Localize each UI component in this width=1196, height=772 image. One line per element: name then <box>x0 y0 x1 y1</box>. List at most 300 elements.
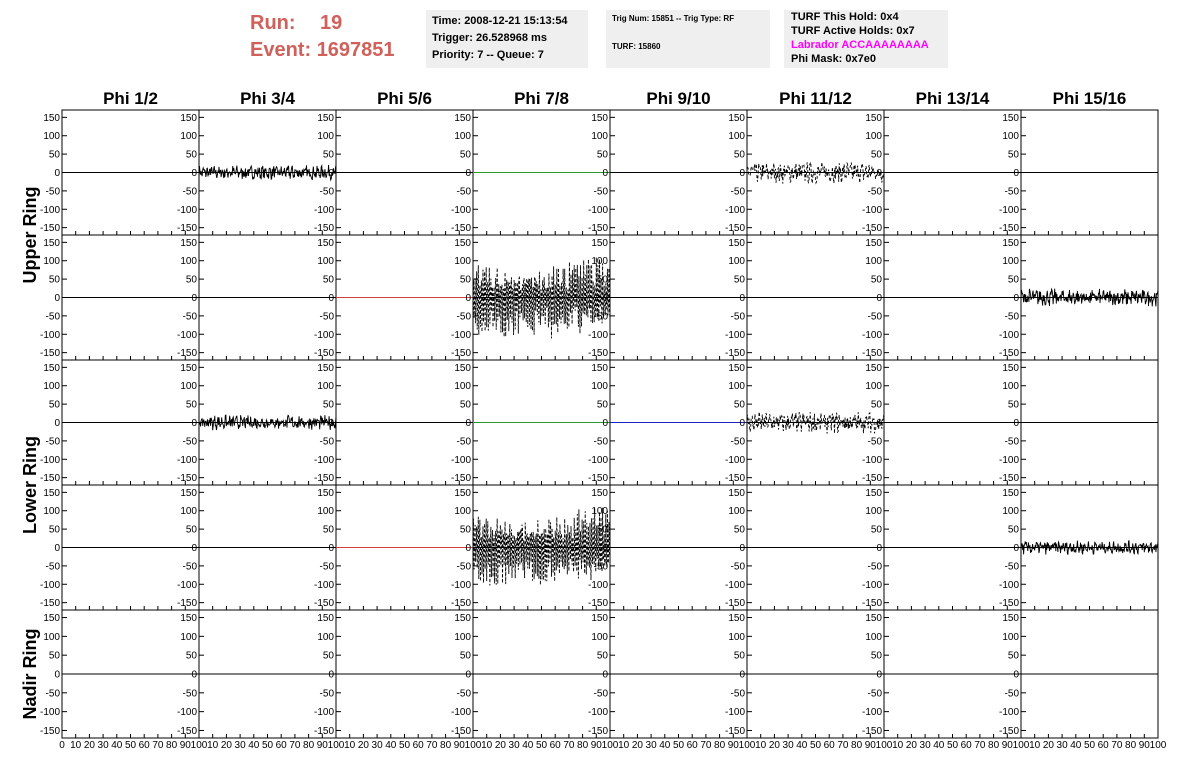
y-tick-label: 100 <box>454 506 471 518</box>
y-tick-label: 50 <box>1007 149 1019 161</box>
x-tick-label: 30 <box>919 740 931 751</box>
y-tick-label: -50 <box>867 186 882 198</box>
y-tick-label: 150 <box>728 237 745 249</box>
y-tick-label: 0 <box>602 418 608 429</box>
y-tick-label: 100 <box>454 256 471 268</box>
y-tick-label: 0 <box>1013 543 1019 554</box>
y-tick-label: -100 <box>724 204 745 216</box>
y-tick-label: 150 <box>180 613 197 625</box>
ring-title: Lower Ring <box>20 436 40 534</box>
y-tick-label: -100 <box>39 579 60 591</box>
y-tick-label: -100 <box>450 454 471 466</box>
y-tick-label: 100 <box>865 131 882 143</box>
y-tick-label: 150 <box>43 112 60 124</box>
y-tick-label: -50 <box>867 561 882 573</box>
y-tick-label: 100 <box>1002 631 1019 643</box>
x-tick-label: 30 <box>234 740 246 751</box>
y-tick-label: 100 <box>1002 381 1019 393</box>
x-tick-label: 60 <box>275 740 287 751</box>
y-tick-label: 150 <box>180 237 197 249</box>
turf-text: TURF: 15860 <box>612 42 661 51</box>
y-tick-label: -100 <box>176 454 197 466</box>
y-tick-label: -150 <box>176 598 197 610</box>
y-tick-label: -150 <box>450 725 471 737</box>
y-tick-label: -100 <box>39 329 60 341</box>
y-tick-label: -50 <box>319 436 334 448</box>
x-tick-label: 10 <box>1029 740 1041 751</box>
y-tick-label: 150 <box>1002 613 1019 625</box>
y-tick-label: 50 <box>322 524 334 536</box>
y-tick-label: -150 <box>998 223 1019 235</box>
x-tick-label: 30 <box>508 740 520 751</box>
y-tick-label: 50 <box>459 149 471 161</box>
y-tick-label: -100 <box>450 579 471 591</box>
y-tick-label: 100 <box>317 381 334 393</box>
y-tick-label: 0 <box>602 168 608 179</box>
x-tick-label: 50 <box>124 740 137 751</box>
y-tick-label: -150 <box>39 223 60 235</box>
y-tick-label: -100 <box>450 707 471 719</box>
y-tick-label: -50 <box>593 688 608 700</box>
x-tick-label: 100 <box>875 740 893 751</box>
y-tick-label: -150 <box>861 223 882 235</box>
y-tick-label: 0 <box>191 543 197 554</box>
y-tick-label: -150 <box>313 598 334 610</box>
ring-title: Upper Ring <box>20 186 40 284</box>
x-tick-label: 30 <box>371 740 383 751</box>
y-tick-label: -100 <box>861 579 882 591</box>
y-tick-label: 150 <box>317 613 334 625</box>
column-title: Phi 5/6 <box>377 89 432 108</box>
y-tick-label: 50 <box>596 399 608 411</box>
x-tick-label: 50 <box>398 740 411 751</box>
y-tick-label: -150 <box>39 725 60 737</box>
ring-title: Nadir Ring <box>20 628 40 720</box>
y-tick-label: -50 <box>593 436 608 448</box>
y-tick-label: -150 <box>861 725 882 737</box>
x-tick-label: 60 <box>960 740 972 751</box>
y-tick-label: -150 <box>998 348 1019 360</box>
y-tick-label: -50 <box>593 186 608 198</box>
x-tick-label: 90 <box>179 740 191 751</box>
y-tick-label: -100 <box>176 329 197 341</box>
y-tick-label: -150 <box>861 598 882 610</box>
y-tick-label: 0 <box>739 168 745 179</box>
waveform-trace <box>199 415 336 430</box>
y-tick-label: -100 <box>861 707 882 719</box>
y-tick-label: 50 <box>459 524 471 536</box>
y-tick-label: 150 <box>728 112 745 124</box>
x-tick-label: 90 <box>316 740 328 751</box>
y-tick-label: 150 <box>43 237 60 249</box>
y-tick-label: 50 <box>596 274 608 286</box>
y-tick-label: 150 <box>865 613 882 625</box>
y-tick-label: -100 <box>587 707 608 719</box>
y-tick-label: -50 <box>319 311 334 323</box>
y-tick-label: 50 <box>322 399 334 411</box>
y-tick-label: -50 <box>867 688 882 700</box>
x-tick-label: 50 <box>261 740 274 751</box>
x-tick-label: 30 <box>782 740 794 751</box>
y-tick-label: 100 <box>1002 131 1019 143</box>
y-tick-label: 150 <box>1002 237 1019 249</box>
y-tick-label: 100 <box>180 506 197 518</box>
y-tick-label: 0 <box>1013 293 1019 304</box>
labrador-text: Labrador ACCAAAAAAAA <box>791 39 929 51</box>
y-tick-label: 150 <box>317 237 334 249</box>
x-tick-label: 40 <box>1070 740 1082 751</box>
y-tick-label: 100 <box>454 381 471 393</box>
y-tick-label: 100 <box>180 381 197 393</box>
y-tick-label: 150 <box>317 112 334 124</box>
y-tick-label: 50 <box>733 650 745 662</box>
y-tick-label: 50 <box>1007 274 1019 286</box>
x-tick-label: 10 <box>892 740 904 751</box>
y-tick-label: 100 <box>43 631 60 643</box>
y-tick-label: 0 <box>876 293 882 304</box>
x-tick-label: 80 <box>988 740 1000 751</box>
y-tick-label: 100 <box>865 381 882 393</box>
x-tick-label: 50 <box>672 740 685 751</box>
y-tick-label: 50 <box>870 650 882 662</box>
y-tick-label: 0 <box>191 293 197 304</box>
y-tick-label: -100 <box>313 454 334 466</box>
y-tick-label: -150 <box>176 348 197 360</box>
y-tick-label: 100 <box>43 506 60 518</box>
x-tick-label: 40 <box>385 740 397 751</box>
x-tick-label: 40 <box>522 740 534 751</box>
y-tick-label: -100 <box>724 579 745 591</box>
y-tick-label: 150 <box>43 362 60 374</box>
y-tick-label: -100 <box>861 454 882 466</box>
y-tick-label: 100 <box>180 256 197 268</box>
x-tick-label: 20 <box>494 740 506 751</box>
y-tick-label: -150 <box>313 725 334 737</box>
y-tick-label: 50 <box>1007 650 1019 662</box>
y-tick-label: -100 <box>998 329 1019 341</box>
y-tick-label: 50 <box>459 274 471 286</box>
y-tick-label: -150 <box>998 473 1019 485</box>
y-tick-label: -150 <box>450 473 471 485</box>
trigger-text: Trigger: 26.528968 ms <box>432 32 547 44</box>
x-tick-label: 70 <box>837 740 849 751</box>
y-tick-label: -150 <box>313 348 334 360</box>
y-tick-label: -50 <box>456 688 471 700</box>
y-tick-label: -50 <box>319 688 334 700</box>
y-tick-label: -50 <box>456 186 471 198</box>
y-tick-label: -50 <box>45 561 60 573</box>
x-tick-label: 100 <box>327 740 345 751</box>
x-tick-label: 40 <box>796 740 808 751</box>
y-tick-label: 100 <box>454 131 471 143</box>
phi-mask-text: Phi Mask: 0x7e0 <box>791 53 876 65</box>
x-tick-label: 50 <box>535 740 548 751</box>
y-tick-label: 100 <box>180 631 197 643</box>
y-tick-label: -100 <box>998 579 1019 591</box>
x-tick-label: 60 <box>138 740 150 751</box>
column-title: Phi 1/2 <box>103 89 158 108</box>
x-tick-label: 80 <box>166 740 178 751</box>
y-tick-label: -50 <box>45 186 60 198</box>
y-tick-label: -50 <box>456 311 471 323</box>
y-tick-label: -50 <box>1004 561 1019 573</box>
y-tick-label: 0 <box>465 168 471 179</box>
y-tick-label: -100 <box>998 707 1019 719</box>
x-tick-label: 100 <box>1012 740 1030 751</box>
y-tick-label: -150 <box>861 348 882 360</box>
y-tick-label: 50 <box>185 149 197 161</box>
x-tick-label: 70 <box>974 740 986 751</box>
y-tick-label: -50 <box>182 311 197 323</box>
x-tick-label: 30 <box>1056 740 1068 751</box>
y-tick-label: 0 <box>876 669 882 681</box>
y-tick-label: 0 <box>191 168 197 179</box>
y-tick-label: -150 <box>450 223 471 235</box>
y-tick-label: 100 <box>317 506 334 518</box>
y-tick-label: 50 <box>870 149 882 161</box>
y-tick-label: 150 <box>454 362 471 374</box>
x-tick-label: 90 <box>864 740 876 751</box>
y-tick-label: -100 <box>313 329 334 341</box>
y-tick-label: -50 <box>45 688 60 700</box>
y-tick-label: 100 <box>1002 506 1019 518</box>
y-tick-label: 100 <box>728 131 745 143</box>
y-tick-label: 100 <box>317 256 334 268</box>
y-tick-label: 50 <box>870 524 882 536</box>
y-tick-label: 150 <box>591 487 608 499</box>
y-tick-label: 50 <box>1007 399 1019 411</box>
x-tick-label: 30 <box>97 740 109 751</box>
y-tick-label: 0 <box>465 418 471 429</box>
y-tick-label: 100 <box>43 256 60 268</box>
x-tick-label: 10 <box>755 740 767 751</box>
y-tick-label: 150 <box>591 112 608 124</box>
y-tick-label: -100 <box>587 329 608 341</box>
y-tick-label: 50 <box>733 149 745 161</box>
y-tick-label: -150 <box>724 473 745 485</box>
y-tick-label: -50 <box>45 436 60 448</box>
y-tick-label: 150 <box>1002 487 1019 499</box>
y-tick-label: 0 <box>328 293 334 304</box>
y-tick-label: 0 <box>191 669 197 681</box>
y-tick-label: -100 <box>39 707 60 719</box>
y-tick-label: -50 <box>1004 311 1019 323</box>
y-tick-label: -150 <box>313 223 334 235</box>
y-tick-label: 0 <box>602 669 608 681</box>
y-tick-label: -100 <box>176 579 197 591</box>
y-tick-label: 150 <box>180 487 197 499</box>
y-tick-label: 150 <box>865 487 882 499</box>
y-tick-label: 150 <box>591 237 608 249</box>
y-tick-label: 150 <box>865 112 882 124</box>
column-title: Phi 15/16 <box>1052 89 1127 108</box>
x-tick-label: 60 <box>412 740 424 751</box>
x-tick-label: 80 <box>303 740 315 751</box>
y-tick-label: -100 <box>587 454 608 466</box>
y-tick-label: 0 <box>191 418 197 429</box>
x-tick-label: 80 <box>1125 740 1137 751</box>
y-tick-label: -100 <box>39 204 60 216</box>
x-tick-label: 10 <box>344 740 356 751</box>
y-tick-label: -150 <box>450 348 471 360</box>
y-tick-label: -100 <box>313 579 334 591</box>
y-tick-label: -100 <box>998 204 1019 216</box>
y-tick-label: -100 <box>450 204 471 216</box>
column-title: Phi 11/12 <box>779 89 852 108</box>
y-tick-label: 0 <box>739 418 745 429</box>
x-tick-label: 60 <box>1097 740 1109 751</box>
y-tick-label: 150 <box>43 613 60 625</box>
x-tick-label: 70 <box>1111 740 1123 751</box>
y-tick-label: -100 <box>861 204 882 216</box>
y-tick-label: -150 <box>176 473 197 485</box>
y-tick-label: 100 <box>317 131 334 143</box>
y-tick-label: -150 <box>450 598 471 610</box>
y-tick-label: -150 <box>998 598 1019 610</box>
y-tick-label: 100 <box>1002 256 1019 268</box>
y-tick-label: 50 <box>596 524 608 536</box>
y-tick-label: 100 <box>317 631 334 643</box>
y-tick-label: 100 <box>591 131 608 143</box>
y-tick-label: 150 <box>180 112 197 124</box>
y-tick-label: 0 <box>54 669 60 681</box>
x-tick-label: 10 <box>618 740 630 751</box>
y-tick-label: -50 <box>319 561 334 573</box>
y-tick-label: 150 <box>865 362 882 374</box>
y-tick-label: 100 <box>728 381 745 393</box>
y-tick-label: 150 <box>454 613 471 625</box>
y-tick-label: 150 <box>591 613 608 625</box>
x-tick-label: 10 <box>207 740 219 751</box>
y-tick-label: 50 <box>733 399 745 411</box>
y-tick-label: 150 <box>728 487 745 499</box>
y-tick-label: 0 <box>602 293 608 304</box>
y-tick-label: 150 <box>865 237 882 249</box>
waveform-trace <box>473 508 610 586</box>
x-tick-label: 20 <box>768 740 780 751</box>
x-tick-label: 20 <box>631 740 643 751</box>
y-tick-label: -50 <box>730 436 745 448</box>
y-tick-label: 50 <box>48 650 60 662</box>
y-tick-label: -150 <box>39 348 60 360</box>
x-tick-label: 20 <box>83 740 95 751</box>
turf-hold-text: TURF This Hold: 0x4 <box>791 11 899 23</box>
y-tick-label: -50 <box>1004 186 1019 198</box>
x-tick-label: 80 <box>714 740 726 751</box>
x-tick-label: 70 <box>289 740 301 751</box>
column-title: Phi 9/10 <box>646 89 711 108</box>
y-tick-label: -50 <box>182 186 197 198</box>
y-tick-label: -50 <box>730 186 745 198</box>
y-tick-label: -150 <box>176 725 197 737</box>
y-tick-label: -150 <box>724 223 745 235</box>
y-tick-label: 0 <box>328 543 334 554</box>
x-tick-label: 60 <box>549 740 561 751</box>
y-tick-label: 150 <box>454 487 471 499</box>
y-tick-label: 150 <box>454 112 471 124</box>
y-tick-label: -50 <box>730 311 745 323</box>
y-tick-label: 0 <box>328 418 334 429</box>
y-tick-label: -150 <box>587 223 608 235</box>
x-tick-label: 70 <box>563 740 575 751</box>
y-tick-label: -50 <box>182 688 197 700</box>
x-tick-label: 10 <box>70 740 82 751</box>
column-title: Phi 13/14 <box>915 89 990 108</box>
column-title: Phi 3/4 <box>240 89 295 108</box>
x-tick-label: 40 <box>111 740 123 751</box>
y-tick-label: -150 <box>587 473 608 485</box>
y-tick-label: -50 <box>182 561 197 573</box>
x-tick-label: 90 <box>453 740 465 751</box>
x-tick-label: 70 <box>700 740 712 751</box>
y-tick-label: -100 <box>587 204 608 216</box>
y-tick-label: -50 <box>593 561 608 573</box>
x-tick-label: 60 <box>686 740 698 751</box>
x-tick-label: 40 <box>659 740 671 751</box>
x-tick-label: 100 <box>738 740 756 751</box>
y-tick-label: 50 <box>48 149 60 161</box>
y-tick-label: -50 <box>319 186 334 198</box>
x-tick-label: 20 <box>220 740 232 751</box>
y-tick-label: 150 <box>180 362 197 374</box>
y-tick-label: 50 <box>48 274 60 286</box>
x-tick-label: 90 <box>727 740 739 751</box>
y-tick-label: 50 <box>596 650 608 662</box>
x-tick-label: 40 <box>248 740 260 751</box>
y-tick-label: 100 <box>591 631 608 643</box>
y-tick-label: -100 <box>998 454 1019 466</box>
y-tick-label: 50 <box>48 524 60 536</box>
x-tick-label: 90 <box>1138 740 1150 751</box>
y-tick-label: 50 <box>185 524 197 536</box>
x-tick-label: 90 <box>1001 740 1013 751</box>
y-tick-label: 0 <box>465 669 471 681</box>
y-tick-label: 0 <box>328 168 334 179</box>
y-tick-label: 150 <box>591 362 608 374</box>
x-tick-label: 40 <box>933 740 945 751</box>
y-tick-label: 50 <box>322 650 334 662</box>
x-tick-label: 0 <box>59 740 65 751</box>
run-value: 19 <box>320 12 343 34</box>
y-tick-label: 0 <box>54 418 60 429</box>
x-tick-label: 100 <box>190 740 208 751</box>
y-tick-label: 50 <box>733 524 745 536</box>
y-tick-label: 100 <box>43 131 60 143</box>
y-tick-label: -100 <box>724 329 745 341</box>
x-tick-label: 80 <box>440 740 452 751</box>
y-tick-label: -150 <box>587 725 608 737</box>
y-tick-label: 50 <box>596 149 608 161</box>
y-tick-label: 50 <box>185 274 197 286</box>
y-tick-label: 50 <box>185 650 197 662</box>
x-tick-label: 20 <box>905 740 917 751</box>
y-tick-label: 150 <box>317 487 334 499</box>
y-tick-label: -100 <box>724 707 745 719</box>
y-tick-label: -150 <box>176 223 197 235</box>
x-tick-label: 100 <box>601 740 619 751</box>
y-tick-label: 100 <box>591 256 608 268</box>
y-tick-label: -150 <box>724 348 745 360</box>
x-tick-label: 90 <box>590 740 602 751</box>
x-tick-label: 70 <box>426 740 438 751</box>
x-tick-label: 10 <box>481 740 493 751</box>
turf-active-text: TURF Active Holds: 0x7 <box>791 25 915 37</box>
y-tick-label: 150 <box>454 237 471 249</box>
y-tick-label: -50 <box>45 311 60 323</box>
y-tick-label: 0 <box>465 293 471 304</box>
y-tick-label: -100 <box>313 204 334 216</box>
y-tick-label: 0 <box>54 293 60 304</box>
